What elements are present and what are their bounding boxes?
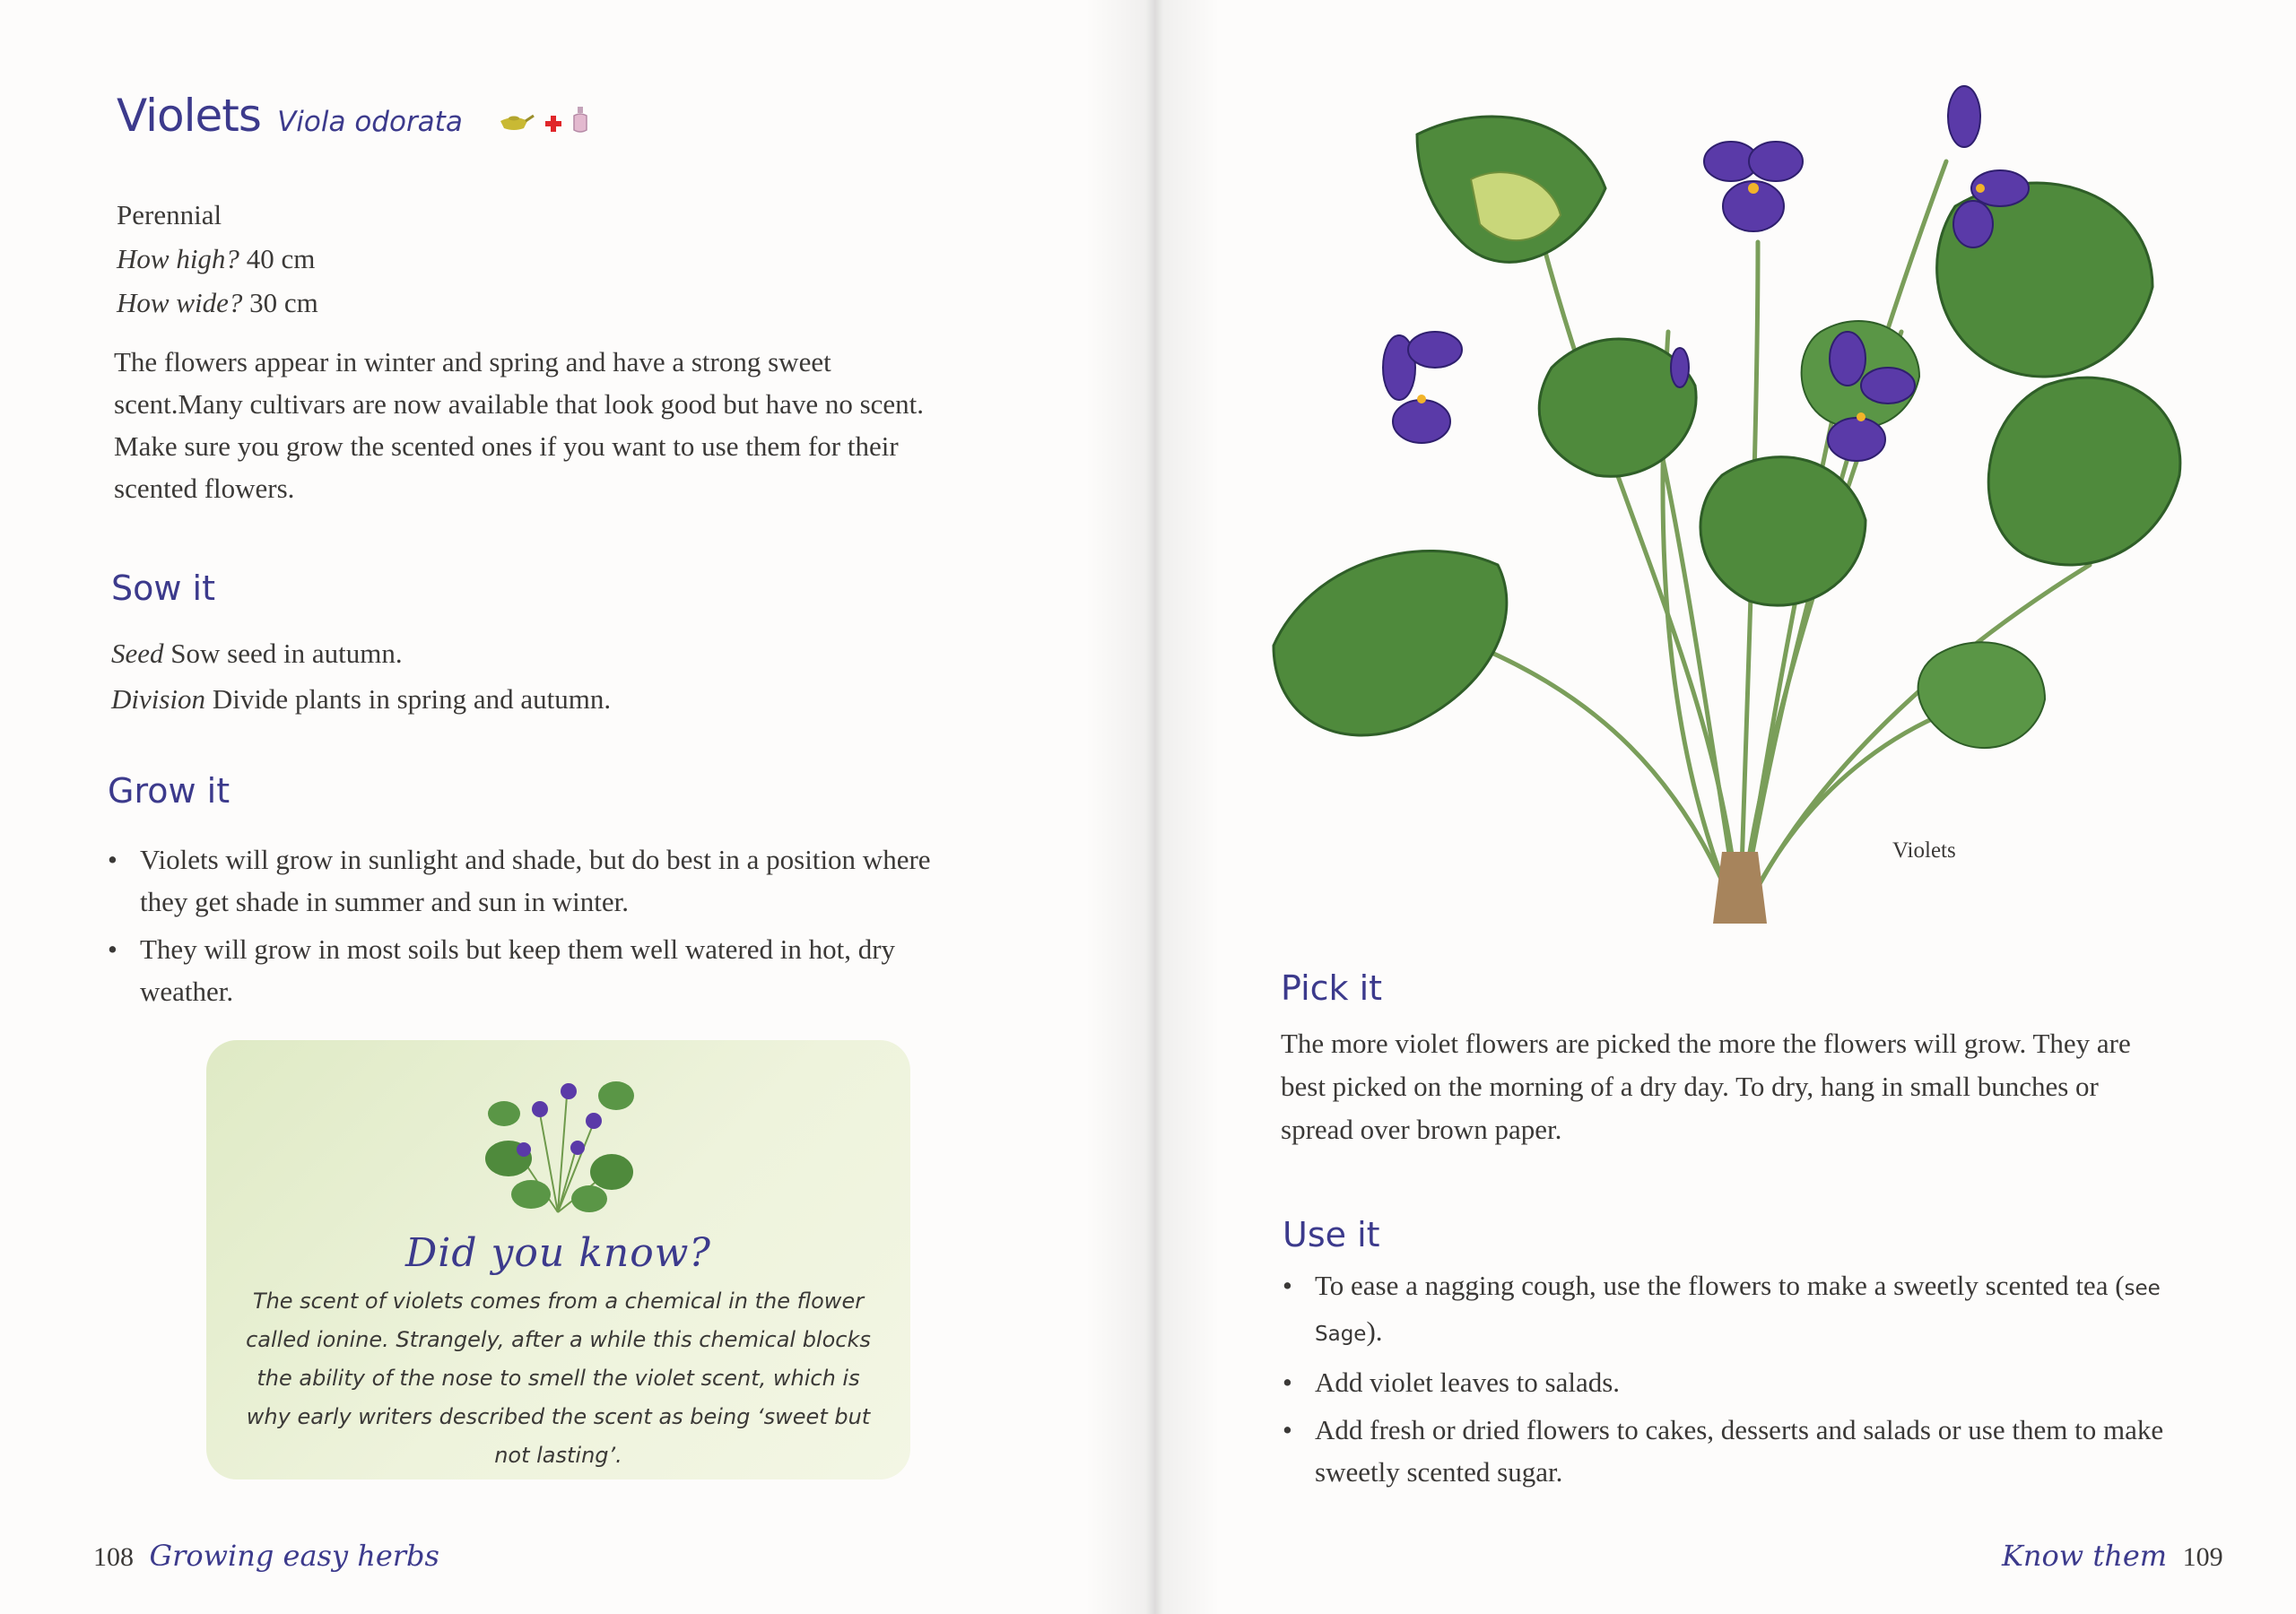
right-footer [2002, 1539, 2223, 1573]
seed-label: Seed [111, 638, 164, 669]
pick-it-heading: Pick it [1281, 968, 1383, 1008]
violet-sprig-illustration [468, 1060, 648, 1221]
sow-it-content [111, 630, 611, 722]
violet-plant-illustration [1256, 63, 2188, 924]
list-item: • Add fresh or dried flowers to cakes, desserts and salads or use them to make sweetly scented sugar. [1283, 1409, 2179, 1493]
width-label: How wide? [117, 287, 243, 318]
latin-name: Viola odorata [277, 106, 463, 138]
illustration-caption: Violets [1892, 838, 1956, 863]
page-heading [117, 90, 588, 142]
first-aid-cross-icon [544, 114, 563, 134]
use-it-list [1283, 1264, 2179, 1498]
list-item: • To ease a nagging cough, use the flowers to make a sweetly scented tea (see Sage). [1283, 1264, 2179, 1356]
sow-it-heading: Sow it [111, 568, 215, 608]
grow-it-heading: Grow it [108, 771, 230, 811]
pick-it-text: The more violet flowers are picked the more the flowers will grow. They are best picked on the morning of a dry day. To dry, hang in small bunches or spread over brown paper. [1281, 1028, 2131, 1145]
running-title: Know them [2002, 1539, 2168, 1573]
sow-seed-line: Seed Sow seed in autumn. [111, 638, 403, 669]
did-you-know-text: The scent of violets comes from a chemical in the flower called ionine. Strangely, after a while this chemical blocks the ability of the nose to smell the violet scent, which is why early writers described the scent as being ‘sweet but not lasting’. [246, 1289, 871, 1468]
list-item: • Add violet leaves to salads. [1283, 1361, 2179, 1403]
plant-width [117, 281, 318, 325]
use-icons [495, 105, 588, 141]
width-value: 30 cm [242, 287, 318, 318]
did-you-know-title: Did you know? [405, 1230, 711, 1276]
perfume-bottle-icon [572, 105, 588, 134]
teapot-icon [495, 110, 535, 134]
page-number: 109 [2182, 1542, 2223, 1572]
plant-details [117, 193, 318, 325]
left-footer [93, 1539, 439, 1573]
page-number: 108 [93, 1542, 134, 1572]
did-you-know-box [206, 1040, 910, 1480]
sow-division-line: Division Divide plants in spring and autumn. [111, 683, 612, 715]
plant-height [117, 237, 318, 281]
cross-reference: see Sage [1315, 1277, 2161, 1346]
division-label: Division [111, 683, 206, 715]
right-page [1148, 0, 2296, 1614]
running-title: Growing easy herbs [149, 1539, 439, 1573]
plant-title: Violets [117, 90, 261, 142]
height-value: 40 cm [239, 243, 316, 274]
intro-paragraph: The flowers appear in winter and spring and have a strong sweet scent.Many cultivars are now available that look good but have no scent. Make sure you grow the scented ones if you want to use them for their scented flowers. [114, 346, 925, 504]
list-item: • Violets will grow in sunlight and shade, but do best in a position where they get shade in summer and sun in winter. [108, 838, 942, 923]
list-item: • They will grow in most soils but keep them well watered in hot, dry weather. [108, 928, 942, 1012]
grow-it-list [108, 838, 942, 1018]
plant-type: Perennial [117, 199, 222, 230]
use-it-heading: Use it [1283, 1215, 1380, 1254]
height-label: How high? [117, 243, 239, 274]
